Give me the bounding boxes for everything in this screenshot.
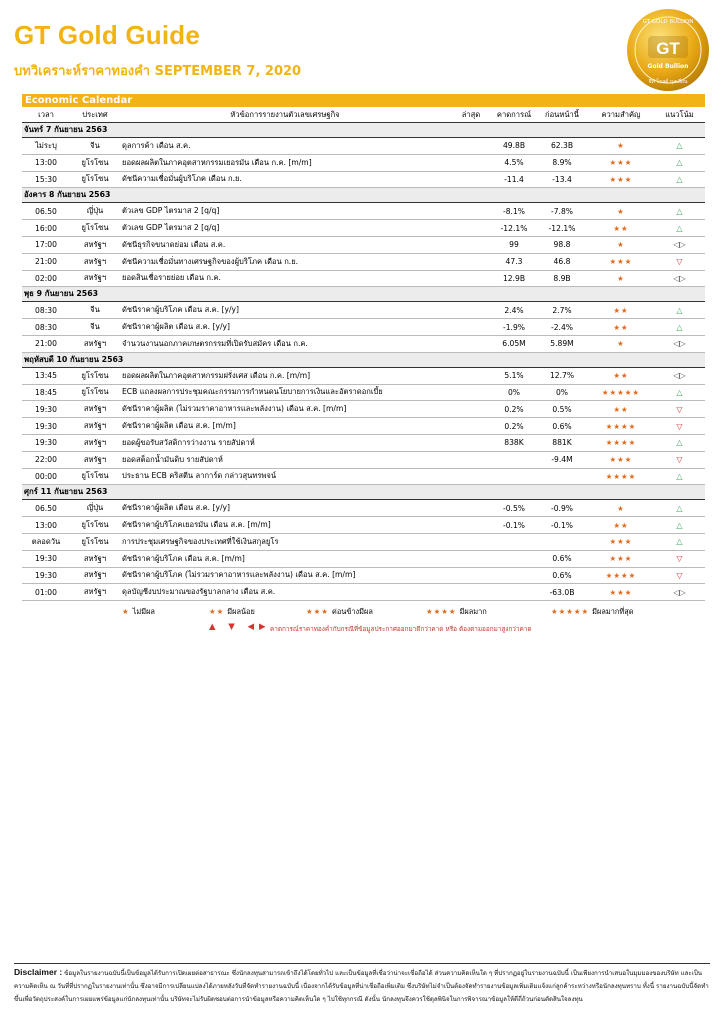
event-topic: ดุลการค้า เดือน ส.ค. xyxy=(120,138,450,155)
event-row xyxy=(22,367,705,384)
event-row xyxy=(22,302,705,319)
event-forecast: 12.9B xyxy=(492,270,536,287)
event-importance: ★★★ xyxy=(588,584,654,601)
event-forecast: -8.1% xyxy=(492,203,536,220)
event-time: 00:00 xyxy=(22,468,70,485)
importance-legend-item xyxy=(551,606,634,618)
event-forecast xyxy=(492,451,536,468)
event-topic: จำนวนงานนอกภาคเกษตรกรรมที่เปิดรับสมัคร เดือน ก.ค. xyxy=(120,335,450,352)
event-time: 16:00 xyxy=(22,220,70,237)
event-forecast xyxy=(492,468,536,485)
event-time: 13:00 xyxy=(22,154,70,171)
event-importance: ★★ xyxy=(588,401,654,418)
day-header-row xyxy=(22,287,705,302)
event-actual xyxy=(450,154,492,171)
importance-legend-label: มีผลมากที่สุด xyxy=(592,607,634,616)
day-label: จันทร์ 7 กันยายน 2563 xyxy=(22,123,705,138)
logo-ring-mid-text: Gold Bullion xyxy=(647,63,689,70)
event-country: สหรัฐฯ xyxy=(70,434,120,451)
event-previous: 12.7% xyxy=(536,367,588,384)
event-row xyxy=(22,533,705,550)
header-actual: ล่าสุด xyxy=(450,107,492,123)
event-previous: 0.5% xyxy=(536,401,588,418)
day-label: อังคาร 8 กันยายน 2563 xyxy=(22,188,705,203)
star-icon: ★ xyxy=(122,607,130,616)
event-importance: ★★★★ xyxy=(588,434,654,451)
event-row xyxy=(22,203,705,220)
event-trend: ◁▷ xyxy=(654,270,705,287)
event-row xyxy=(22,500,705,517)
calendar-title: Economic Calendar xyxy=(22,94,705,107)
event-topic: ดัชนีธุรกิจขนาดย่อม เดือน ส.ค. xyxy=(120,236,450,253)
event-country: จีน xyxy=(70,319,120,336)
event-country: สหรัฐฯ xyxy=(70,418,120,435)
event-importance: ★★★ xyxy=(588,171,654,188)
day-label: ศุกร์ 11 กันยายน 2563 xyxy=(22,485,705,500)
event-time: 19:30 xyxy=(22,550,70,567)
event-topic: ตัวเลข GDP ไตรมาส 2 [q/q] xyxy=(120,220,450,237)
column-header-row xyxy=(22,107,705,123)
importance-legend xyxy=(22,604,705,618)
event-country: สหรัฐฯ xyxy=(70,451,120,468)
event-actual xyxy=(450,418,492,435)
event-forecast: 47.3 xyxy=(492,253,536,270)
event-importance: ★ xyxy=(588,138,654,155)
event-topic: ยอดสต็อกน้ำมันดิบ รายสัปดาห์ xyxy=(120,451,450,468)
event-topic: ยอดสินเชื่อรายย่อย เดือน ก.ค. xyxy=(120,270,450,287)
importance-legend-label: มีผลมาก xyxy=(459,607,487,616)
event-topic: การประชุมเศรษฐกิจของประเทศที่ใช้เงินสกุลยูโร xyxy=(120,533,450,550)
event-topic: ประธาน ECB คริสตีน ลาการ์ด กล่าวสุนทรพจน์ xyxy=(120,468,450,485)
event-trend: △ xyxy=(654,533,705,550)
event-time: ตลอดวัน xyxy=(22,533,70,550)
event-forecast: -11.4 xyxy=(492,171,536,188)
event-forecast xyxy=(492,584,536,601)
event-previous: 98.8 xyxy=(536,236,588,253)
event-country: สหรัฐฯ xyxy=(70,567,120,584)
event-actual xyxy=(450,236,492,253)
importance-legend-item xyxy=(209,606,255,618)
event-row xyxy=(22,517,705,534)
event-importance: ★★ xyxy=(588,517,654,534)
event-time: 19:30 xyxy=(22,401,70,418)
event-previous: -63.0B xyxy=(536,584,588,601)
event-importance: ★★★ xyxy=(588,550,654,567)
event-trend: ▽ xyxy=(654,550,705,567)
star-icon: ★★★★ xyxy=(426,607,457,616)
event-trend: ◁▷ xyxy=(654,335,705,352)
event-previous: 2.7% xyxy=(536,302,588,319)
event-row xyxy=(22,138,705,155)
event-time: 02:00 xyxy=(22,270,70,287)
event-actual xyxy=(450,253,492,270)
event-trend: ▽ xyxy=(654,567,705,584)
header-forecast: คาดการณ์ xyxy=(492,107,536,123)
event-time: 08:30 xyxy=(22,302,70,319)
event-topic: ECB แถลงผลการประชุมคณะกรรมการกำหนดนโยบายการเงินและอัตราดอกเบี้ย xyxy=(120,384,450,401)
event-country: ยูโรโซน xyxy=(70,517,120,534)
event-importance: ★★★ xyxy=(588,253,654,270)
event-country: สหรัฐฯ xyxy=(70,270,120,287)
header-time: เวลา xyxy=(22,107,70,123)
trend-legend-note: คาดการณ์ราคาทองคำกับกรณีที่ข้อมูลประกาศออกมาดีกว่าคาด หรือ ต้องตามออกมาสูงกว่าคาด xyxy=(270,625,532,633)
event-time: 21:00 xyxy=(22,335,70,352)
event-trend: ▽ xyxy=(654,451,705,468)
event-country: สหรัฐฯ xyxy=(70,335,120,352)
event-trend: △ xyxy=(654,138,705,155)
event-trend: △ xyxy=(654,302,705,319)
event-country: ญี่ปุ่น xyxy=(70,203,120,220)
importance-legend-label: มีผลน้อย xyxy=(227,607,255,616)
event-previous: 0.6% xyxy=(536,418,588,435)
logo-ring-top-text: GT GOLD BULLION xyxy=(642,19,694,25)
event-time: 06.50 xyxy=(22,500,70,517)
event-row xyxy=(22,270,705,287)
event-country: ยูโรโซน xyxy=(70,384,120,401)
event-time: 19:30 xyxy=(22,418,70,435)
event-topic: ดัชนีราคาผู้บริโภค (ไม่รวมราคาอาหารและพลังงาน) เดือน ส.ค. [m/m] xyxy=(120,567,450,584)
event-actual xyxy=(450,500,492,517)
event-row xyxy=(22,550,705,567)
event-country: ยูโรโซน xyxy=(70,171,120,188)
event-importance: ★★ xyxy=(588,367,654,384)
event-trend: ▽ xyxy=(654,418,705,435)
event-topic: ดัชนีราคาผู้ผลิต เดือน ส.ค. [y/y] xyxy=(120,319,450,336)
event-previous xyxy=(536,533,588,550)
event-forecast: 5.1% xyxy=(492,367,536,384)
event-forecast: 0.2% xyxy=(492,401,536,418)
event-actual xyxy=(450,550,492,567)
event-row xyxy=(22,468,705,485)
event-importance: ★★★ xyxy=(588,451,654,468)
event-actual xyxy=(450,367,492,384)
event-row xyxy=(22,434,705,451)
legend xyxy=(22,604,705,633)
event-topic: ตัวเลข GDP ไตรมาส 2 [q/q] xyxy=(120,203,450,220)
star-icon: ★★★ xyxy=(306,607,329,616)
header-topic: หัวข้อการรายงานตัวเลขเศรษฐกิจ xyxy=(120,107,450,123)
logo-ring-bottom-text: จีที โกลด์ บุลเลี่ยน xyxy=(648,79,688,85)
event-country: สหรัฐฯ xyxy=(70,584,120,601)
event-previous: -0.9% xyxy=(536,500,588,517)
event-actual xyxy=(450,220,492,237)
event-country: สหรัฐฯ xyxy=(70,236,120,253)
event-importance: ★ xyxy=(588,236,654,253)
disclaimer-label: Disclaimer : xyxy=(14,967,63,977)
day-header-row xyxy=(22,188,705,203)
event-trend: △ xyxy=(654,203,705,220)
header-country: ประเทศ xyxy=(70,107,120,123)
header-previous: ก่อนหน้านี้ xyxy=(536,107,588,123)
economic-calendar xyxy=(22,94,705,601)
event-time: 19:30 xyxy=(22,434,70,451)
star-icon: ★★ xyxy=(209,607,225,616)
event-actual xyxy=(450,138,492,155)
brand-title: GT Gold Guide xyxy=(14,20,201,50)
event-trend: △ xyxy=(654,517,705,534)
event-country: ญี่ปุ่น xyxy=(70,500,120,517)
event-actual xyxy=(450,434,492,451)
event-importance: ★ xyxy=(588,500,654,517)
report-subtitle: บทวิเคราะห์ราคาทองคำ SEPTEMBER 7, 2020 xyxy=(14,64,302,79)
event-row xyxy=(22,236,705,253)
event-trend: △ xyxy=(654,384,705,401)
event-actual xyxy=(450,517,492,534)
event-importance: ★ xyxy=(588,270,654,287)
event-country: ยูโรโซน xyxy=(70,468,120,485)
event-actual xyxy=(450,401,492,418)
event-forecast: 6.05M xyxy=(492,335,536,352)
event-country: สหรัฐฯ xyxy=(70,253,120,270)
calendar-table xyxy=(22,94,705,601)
event-time: 13:00 xyxy=(22,517,70,534)
event-trend: △ xyxy=(654,220,705,237)
event-topic: ดัชนีความเชื่อมั่นทางเศรษฐกิจของผู้บริโภค เดือน ก.ย. xyxy=(120,253,450,270)
event-forecast: 2.4% xyxy=(492,302,536,319)
event-time: 06.50 xyxy=(22,203,70,220)
event-actual xyxy=(450,384,492,401)
event-forecast xyxy=(492,533,536,550)
event-trend: △ xyxy=(654,319,705,336)
star-icon: ★★★★★ xyxy=(551,607,590,616)
day-header-row xyxy=(22,485,705,500)
event-topic: ดัชนีความเชื่อมั่นผู้บริโภค เดือน ก.ย. xyxy=(120,171,450,188)
event-forecast: 4.5% xyxy=(492,154,536,171)
event-time: ไม่ระบุ xyxy=(22,138,70,155)
event-time: 08:30 xyxy=(22,319,70,336)
event-previous: 46.8 xyxy=(536,253,588,270)
event-time: 19:30 xyxy=(22,567,70,584)
gt-gold-bullion-logo xyxy=(626,8,710,92)
event-previous: -0.1% xyxy=(536,517,588,534)
event-row xyxy=(22,567,705,584)
event-trend: △ xyxy=(654,500,705,517)
event-time: 18:45 xyxy=(22,384,70,401)
event-actual xyxy=(450,451,492,468)
event-topic: ดัชนีราคาผู้ผลิต (ไม่รวมราคาอาหารและพลังงาน) เดือน ส.ค. [m/m] xyxy=(120,401,450,418)
event-previous: -9.4M xyxy=(536,451,588,468)
event-previous xyxy=(536,468,588,485)
event-actual xyxy=(450,171,492,188)
calendar-title-bar xyxy=(22,94,705,107)
event-actual xyxy=(450,468,492,485)
disclaimer-text: ข้อมูลในรายงานฉบับนี้เป็นข้อมูลได้รับการเปิดเผยต่อสาธารณะ ซึ่งนักลงทุนสามารถเข้าถึงได้โดยทั่วไป และเป็นข้อมูลที่เชื่อว่าน่าจะเชื่อถือได้ ส่วนความคิดเห็นใด ๆ ที่ปรากฏอยู่ในรายงานฉบับนี้ เป็นเพียงการนำเสนอในมุมมองของบริษัท และเป็นความคิดเห็น ณ วันที่ที่ปรากฏในรายงานเท่านั้น ซึ่งอาจมีการเปลี่ยนแปลงได้ภายหลังวันที่จัดทำรายงานฉบับนี้ เนื่องจากได้รับข้อมูลที่น่าเชื่อถือเพิ่มเติม ซึ่งบริษัทไม่จำเป็นต้องจัดทำรายงานข้อมูลเพิ่มเติมแจ้งแก่ลูกค้าระหว่างหรือนักลงทุนทราบ ทั้งนี้ รายงานฉบับนี้จัดทำขึ้นเพื่อวัตถุประสงค์ในการเผยแพร่ข้อมูลแก่นักลงทุนเท่านั้น บริษัทจะไม่รับผิดชอบต่อการนำข้อมูลหรือความคิดเห็นใด ๆ ไปใช้ทุกกรณี ดังนั้น นักลงทุนจึงควรใช้ดุลพินิจในการพิจารณาข้อมูลให้ดีถี่ถ้วนก่อนตัดสินใจลงทุน xyxy=(14,970,709,1003)
event-country: ยูโรโซน xyxy=(70,367,120,384)
event-forecast xyxy=(492,550,536,567)
event-forecast: 99 xyxy=(492,236,536,253)
event-topic: ดัชนีราคาผู้ผลิต เดือน ส.ค. [m/m] xyxy=(120,418,450,435)
event-trend: △ xyxy=(654,434,705,451)
header-importance: ความสำคัญ xyxy=(588,107,654,123)
event-importance: ★★★★ xyxy=(588,418,654,435)
event-forecast: 0% xyxy=(492,384,536,401)
event-trend: ▽ xyxy=(654,253,705,270)
event-topic: ยอดผู้ขอรับสวัสดิการว่างงาน รายสัปดาห์ xyxy=(120,434,450,451)
importance-legend-item xyxy=(426,606,487,618)
event-previous: 0.6% xyxy=(536,550,588,567)
event-topic: ดัชนีราคาผู้บริโภค เดือน ส.ค. [m/m] xyxy=(120,550,450,567)
event-actual xyxy=(450,319,492,336)
event-time: 17:00 xyxy=(22,236,70,253)
event-row xyxy=(22,220,705,237)
event-actual xyxy=(450,533,492,550)
event-importance: ★★★★ xyxy=(588,468,654,485)
event-row xyxy=(22,253,705,270)
event-forecast: -0.1% xyxy=(492,517,536,534)
logo-gt-text: GT xyxy=(656,39,680,58)
event-importance: ★ xyxy=(588,335,654,352)
event-trend: ▽ xyxy=(654,401,705,418)
event-row xyxy=(22,319,705,336)
event-time: 01:00 xyxy=(22,584,70,601)
day-header-row xyxy=(22,123,705,138)
event-forecast: -1.9% xyxy=(492,319,536,336)
event-topic: ดัชนีราคาผู้ผลิต เดือน ส.ค. [y/y] xyxy=(120,500,450,517)
event-importance: ★★★★★ xyxy=(588,384,654,401)
event-country: จีน xyxy=(70,302,120,319)
event-previous: 62.3B xyxy=(536,138,588,155)
event-forecast: 0.2% xyxy=(492,418,536,435)
event-actual xyxy=(450,270,492,287)
event-row xyxy=(22,584,705,601)
event-trend: ◁▷ xyxy=(654,236,705,253)
event-row xyxy=(22,451,705,468)
event-row xyxy=(22,335,705,352)
event-trend: △ xyxy=(654,154,705,171)
event-forecast: 838K xyxy=(492,434,536,451)
event-actual xyxy=(450,302,492,319)
event-importance: ★★★★ xyxy=(588,567,654,584)
event-row xyxy=(22,154,705,171)
event-previous: 8.9% xyxy=(536,154,588,171)
event-previous: -13.4 xyxy=(536,171,588,188)
event-forecast: 49.8B xyxy=(492,138,536,155)
trend-legend-symbols: ▲ ▼ ◀▶ xyxy=(209,622,271,632)
event-actual xyxy=(450,203,492,220)
event-trend: △ xyxy=(654,468,705,485)
event-time: 15:30 xyxy=(22,171,70,188)
event-importance: ★★★ xyxy=(588,154,654,171)
event-importance: ★★ xyxy=(588,220,654,237)
event-forecast: -0.5% xyxy=(492,500,536,517)
event-country: ยูโรโซน xyxy=(70,533,120,550)
event-topic: ดัชนีราคาผู้บริโภคเยอรมัน เดือน ส.ค. [m/m] xyxy=(120,517,450,534)
event-row xyxy=(22,401,705,418)
event-trend: ◁▷ xyxy=(654,584,705,601)
event-topic: ดัชนีราคาผู้บริโภค เดือน ส.ค. [y/y] xyxy=(120,302,450,319)
event-country: สหรัฐฯ xyxy=(70,550,120,567)
event-importance: ★ xyxy=(588,203,654,220)
disclaimer xyxy=(14,963,710,1006)
event-importance: ★★★ xyxy=(588,533,654,550)
event-row xyxy=(22,384,705,401)
importance-legend-label: ไม่มีผล xyxy=(132,607,155,616)
importance-legend-item xyxy=(122,606,155,618)
event-topic: ยอดผลผลิตในภาคอุตสาหกรรมเยอรมัน เดือน ก.ค. [m/m] xyxy=(120,154,450,171)
event-previous: 8.9B xyxy=(536,270,588,287)
event-time: 13:45 xyxy=(22,367,70,384)
event-country: สหรัฐฯ xyxy=(70,401,120,418)
event-time: 22:00 xyxy=(22,451,70,468)
event-trend: △ xyxy=(654,171,705,188)
event-previous: -12.1% xyxy=(536,220,588,237)
importance-legend-label: ค่อนข้างมีผล xyxy=(331,607,373,616)
event-previous: 0.6% xyxy=(536,567,588,584)
day-label: พฤหัสบดี 10 กันยายน 2563 xyxy=(22,352,705,367)
event-previous: 5.89M xyxy=(536,335,588,352)
event-previous: -2.4% xyxy=(536,319,588,336)
event-forecast xyxy=(492,567,536,584)
event-previous: 881K xyxy=(536,434,588,451)
day-label: พุธ 9 กันยายน 2563 xyxy=(22,287,705,302)
event-topic: ยอดผลผลิตในภาคอุตสาหกรรมฝรั่งเศส เดือน ก.ค. [m/m] xyxy=(120,367,450,384)
event-forecast: -12.1% xyxy=(492,220,536,237)
event-country: จีน xyxy=(70,138,120,155)
event-country: ยูโรโซน xyxy=(70,154,120,171)
event-actual xyxy=(450,335,492,352)
importance-legend-item xyxy=(306,606,373,618)
report-header xyxy=(0,0,724,95)
header-trend: แนวโน้ม xyxy=(654,107,705,123)
event-row xyxy=(22,171,705,188)
event-actual xyxy=(450,584,492,601)
event-importance: ★★ xyxy=(588,319,654,336)
event-actual xyxy=(450,567,492,584)
day-header-row xyxy=(22,352,705,367)
event-row xyxy=(22,418,705,435)
event-previous: 0% xyxy=(536,384,588,401)
event-importance: ★★ xyxy=(588,302,654,319)
event-time: 21:00 xyxy=(22,253,70,270)
event-topic: ดุลบัญชีงบประมาณของรัฐบาลกลาง เดือน ส.ค. xyxy=(120,584,450,601)
event-country: ยูโรโซน xyxy=(70,220,120,237)
event-trend: ◁▷ xyxy=(654,367,705,384)
event-previous: -7.8% xyxy=(536,203,588,220)
